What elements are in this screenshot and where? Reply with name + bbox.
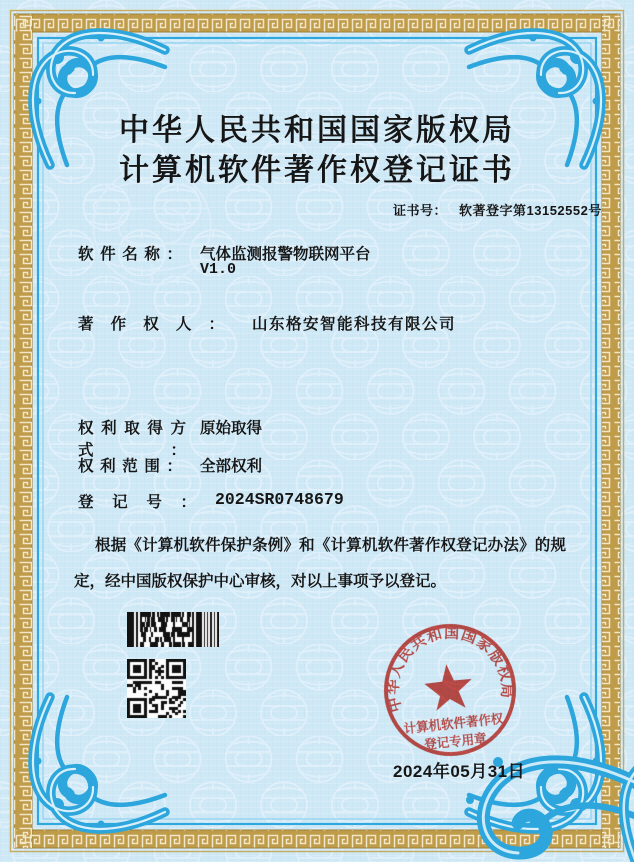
- rights-scope-label: 权利范围：: [78, 458, 182, 475]
- field-registration-number: [78, 490, 344, 512]
- certificate-number-line: [393, 200, 602, 219]
- certificate-number-label: 证书号：: [393, 203, 448, 218]
- software-version: V1.0: [200, 261, 237, 278]
- acquisition-method-label: 权利取得方式：: [78, 420, 186, 459]
- registration-number-label: 登记号：: [78, 494, 196, 511]
- authority-title: 中华人民共和国国家版权局: [119, 114, 515, 147]
- seal-star-icon: [423, 662, 475, 712]
- seal-ring-text: 中华人民共和国国家版权局: [384, 624, 516, 714]
- qr-code: [127, 659, 186, 718]
- barcode: [127, 612, 219, 647]
- seal-center-line1: 计算机软件著作权: [403, 711, 505, 737]
- field-software-name: [78, 242, 371, 264]
- certificate-number-value: 软著登字第13152552号: [459, 203, 602, 218]
- field-rights-scope: [78, 454, 263, 476]
- software-name-label: 软件名称：: [78, 246, 182, 263]
- seal-center-line2: 登记专用章: [423, 731, 488, 752]
- field-copyright-owner: [78, 312, 457, 334]
- acquisition-method-value: 原始取得: [200, 420, 263, 437]
- registration-number-value: 2024SR0748679: [215, 490, 344, 509]
- document-title: 计算机软件著作权登记证书: [119, 154, 515, 187]
- copyright-owner-value: 山东格安智能科技有限公司: [252, 316, 457, 333]
- rights-scope-value: 全部权利: [200, 458, 263, 475]
- copyright-owner-label: 著作权人：: [78, 316, 224, 333]
- issue-date: 2024年05月31日: [393, 762, 526, 781]
- software-name-value: 气体监测报警物联网平台: [200, 246, 371, 263]
- registration-statement: 根据《计算机软件保护条例》和《计算机软件著作权登记办法》的规定，经中国版权保护中心审核，对以上事项予以登记。: [74, 537, 566, 590]
- official-seal: [357, 597, 544, 784]
